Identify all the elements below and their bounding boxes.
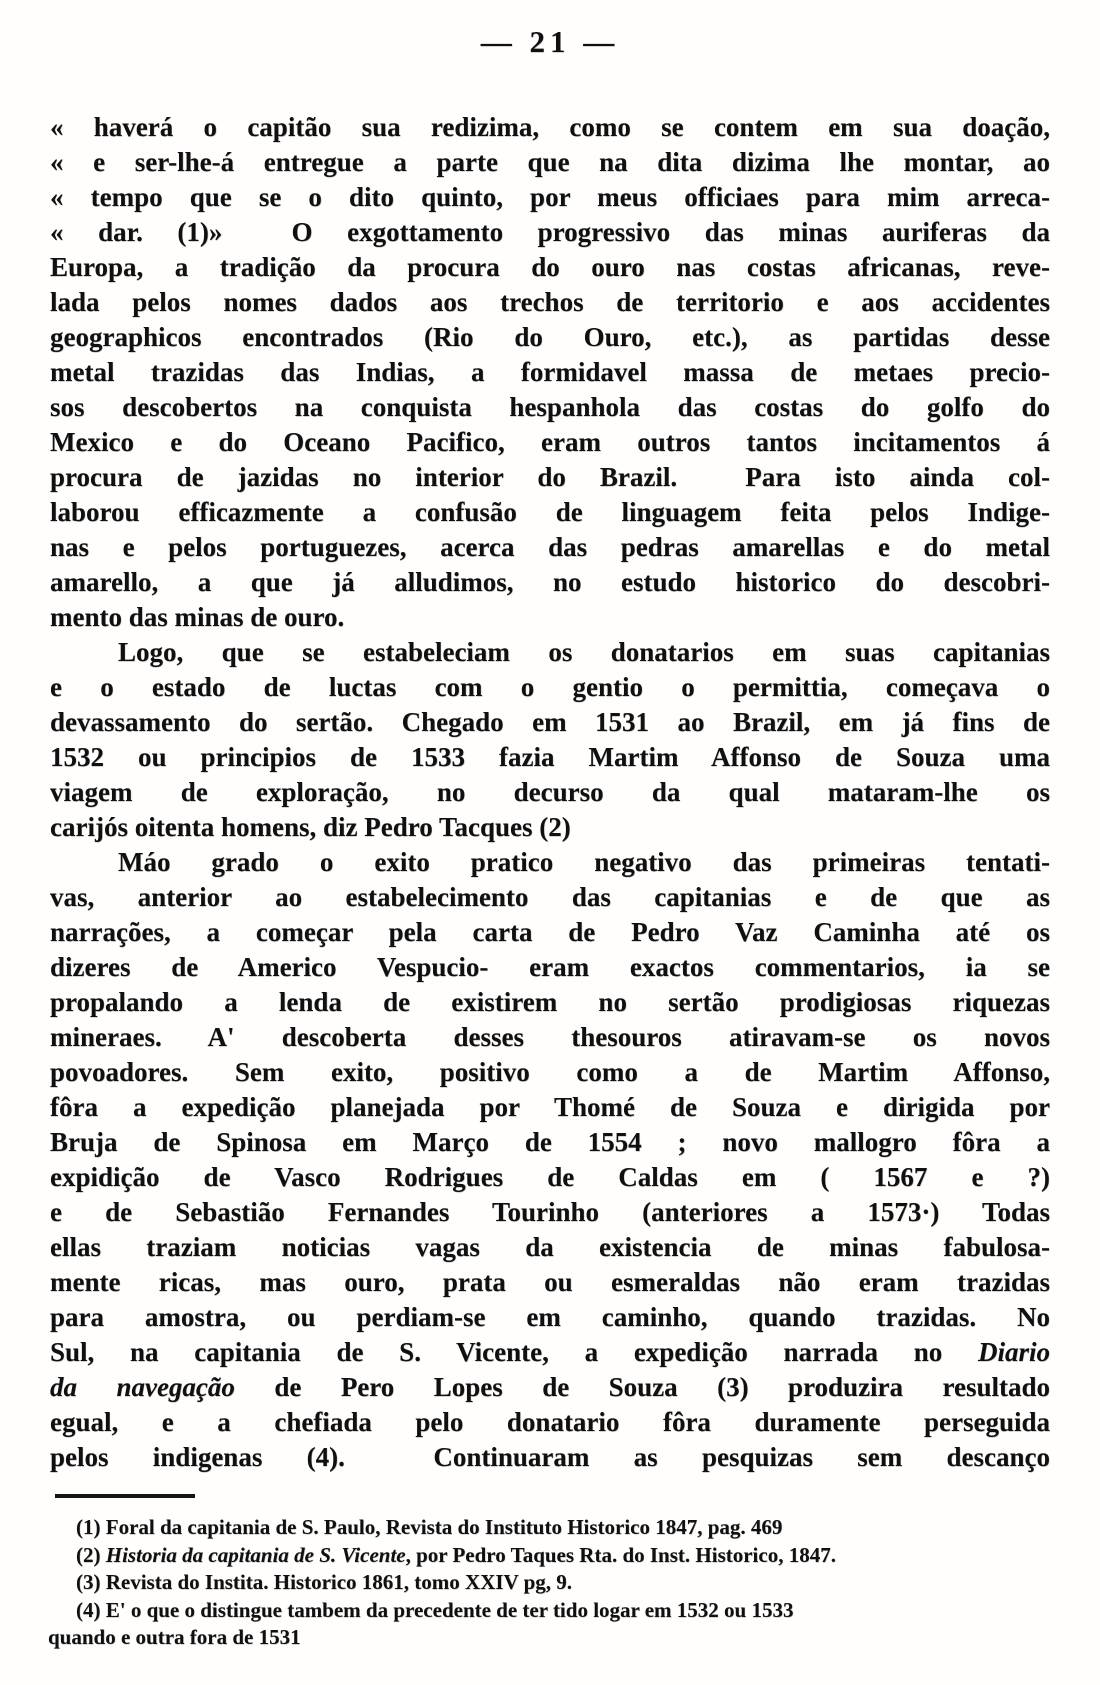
body-text-line xyxy=(50,1230,1050,1265)
text-segment: fôra a expedição planejada por Thomé de Souza e dirigida por xyxy=(50,1092,1050,1122)
body-text-line xyxy=(50,915,1050,950)
body-text-line xyxy=(50,565,1050,600)
body-text-line xyxy=(50,1370,1050,1405)
body-text-line xyxy=(50,1440,1050,1475)
body-text-line xyxy=(50,215,1050,250)
body-text-line xyxy=(50,670,1050,705)
text-segment: Bruja de Spinosa em Março de 1554 ; novo mallogro fôra a xyxy=(50,1127,1050,1157)
text-segment: expidição de Vasco Rodrigues de Caldas em ( 1567 e ?) xyxy=(50,1162,1050,1192)
text-segment: mineraes. A' descoberta desses thesouros atiravam-se os novos xyxy=(50,1022,1050,1052)
text-segment: vas, anterior ao estabelecimento das capitanias e de que as xyxy=(50,882,1050,912)
footnote-separator-rule xyxy=(55,1494,195,1498)
body-text-line xyxy=(50,110,1050,145)
body-text-line xyxy=(50,495,1050,530)
text-segment: mento das minas de ouro. xyxy=(50,602,345,632)
italic-text-segment: Diario xyxy=(977,1337,1050,1367)
body-text-line xyxy=(50,1020,1050,1055)
text-segment: para amostra, ou perdiam-se em caminho, quando trazidas. No xyxy=(50,1302,1050,1332)
body-text-line xyxy=(50,705,1050,740)
text-segment: ellas traziam noticias vagas da existencia de minas fabulosa- xyxy=(50,1232,1050,1262)
text-segment: « haverá o capitão sua redizima, como se contem em sua doação, xyxy=(50,112,1050,142)
text-segment: (2) xyxy=(76,1542,106,1567)
footnote-line xyxy=(48,1597,1056,1625)
body-text-line xyxy=(50,1195,1050,1230)
text-segment: de Pero Lopes de Souza (3) produzira resultado xyxy=(234,1372,1051,1402)
text-segment: (3) Revista do Instita. Historico 1861, tomo XXIV pg, 9. xyxy=(76,1570,573,1594)
text-segment: povoadores. Sem exito, positivo como a de Martim Affonso, xyxy=(50,1057,1050,1087)
body-text-line xyxy=(50,320,1050,355)
body-text-line xyxy=(50,1300,1050,1335)
body-text-line xyxy=(50,845,1050,880)
text-segment: narrações, a começar pela carta de Pedro Vaz Caminha até os xyxy=(50,917,1050,947)
body-text-line xyxy=(50,390,1050,425)
text-segment: laborou efficazmente a confusão de linguagem feita pelos Indige- xyxy=(50,497,1050,527)
body-text-block xyxy=(50,110,1050,1475)
text-segment: « tempo que se o dito quinto, por meus officiaes para mim arreca- xyxy=(50,182,1050,212)
text-segment: , por Pedro Taques Rta. do Inst. Historico, 1847. xyxy=(405,1542,836,1567)
text-segment: nas e pelos portuguezes, acerca das pedras amarellas e do metal xyxy=(50,532,1050,562)
italic-text-segment: Historia da capitania de S. Vicente xyxy=(105,1542,406,1567)
footnote-line xyxy=(48,1542,1056,1570)
body-text-line xyxy=(50,145,1050,180)
footnote-line xyxy=(48,1624,1056,1652)
text-segment: 1532 ou principios de 1533 fazia Martim Affonso de Souza uma xyxy=(50,742,1050,772)
text-segment: mente ricas, mas ouro, prata ou esmeraldas não eram trazidas xyxy=(50,1267,1050,1297)
body-text-line xyxy=(50,1405,1050,1440)
text-segment: propalando a lenda de existirem no sertão prodigiosas riquezas xyxy=(50,987,1050,1017)
body-text-line xyxy=(50,740,1050,775)
body-text-line xyxy=(50,1125,1050,1160)
text-segment: amarello, a que já alludimos, no estudo historico do descobri- xyxy=(50,567,1050,597)
text-segment: « dar. (1)» O exgottamento progressivo das minas auriferas da xyxy=(50,217,1050,247)
body-text-line xyxy=(50,460,1050,495)
body-text-line xyxy=(50,775,1050,810)
text-segment: Sul, na capitania de S. Vicente, a expedição narrada no xyxy=(50,1337,978,1367)
body-text-line xyxy=(50,1265,1050,1300)
italic-text-segment: da navegação xyxy=(50,1372,235,1402)
text-segment: e o estado de luctas com o gentio o permittia, começava o xyxy=(50,672,1050,702)
text-segment: devassamento do sertão. Chegado em 1531 ao Brazil, em já fins de xyxy=(50,707,1050,737)
body-text-line xyxy=(50,950,1050,985)
body-text-line xyxy=(50,425,1050,460)
body-text-line xyxy=(50,635,1050,670)
body-text-line xyxy=(50,180,1050,215)
body-text-line xyxy=(50,810,1050,845)
text-segment: Mexico e do Oceano Pacifico, eram outros tantos incitamentos á xyxy=(50,427,1050,457)
text-segment: lada pelos nomes dados aos trechos de territorio e aos accidentes xyxy=(50,287,1050,317)
text-segment: metal trazidas das Indias, a formidavel massa de metaes precio- xyxy=(50,357,1050,387)
text-segment: Logo, que se estabeleciam os donatarios em suas capitanias xyxy=(118,637,1050,667)
text-segment: e de Sebastião Fernandes Tourinho (anteriores a 1573·) Todas xyxy=(50,1197,1050,1227)
body-text-line xyxy=(50,530,1050,565)
text-segment: « e ser-lhe-á entregue a parte que na dita dizima lhe montar, ao xyxy=(50,147,1050,177)
text-segment: geographicos encontrados (Rio do Ouro, etc.), as partidas desse xyxy=(50,322,1050,352)
body-text-line xyxy=(50,1160,1050,1195)
text-segment: sos descobertos na conquista hespanhola das costas do golfo do xyxy=(50,392,1050,422)
body-text-line xyxy=(50,985,1050,1020)
body-text-line xyxy=(50,1055,1050,1090)
text-segment: viagem de exploração, no decurso da qual mataram-lhe os xyxy=(50,777,1050,807)
body-text-line xyxy=(50,285,1050,320)
body-text-line xyxy=(50,250,1050,285)
footnotes-block xyxy=(48,1514,1056,1652)
text-segment: dizeres de Americo Vespucio- eram exactos commentarios, ia se xyxy=(50,952,1050,982)
body-text-line xyxy=(50,1090,1050,1125)
body-text-line xyxy=(50,1335,1050,1370)
footnote-line xyxy=(48,1569,1056,1597)
text-segment: pelos indigenas (4). Continuaram as pesquizas sem descanço xyxy=(50,1442,1050,1472)
text-segment: (4) E' o que o distingue tambem da precedente de ter tido logar em 1532 ou 1533 xyxy=(76,1597,794,1622)
body-text-line xyxy=(50,600,1050,635)
body-text-line xyxy=(50,880,1050,915)
text-segment: egual, e a chefiada pelo donatario fôra duramente perseguida xyxy=(50,1407,1050,1437)
text-segment: Europa, a tradição da procura do ouro nas costas africanas, reve- xyxy=(50,252,1050,282)
text-segment: procura de jazidas no interior do Brazil. Para isto ainda col- xyxy=(50,462,1050,492)
text-segment: Máo grado o exito pratico negativo das primeiras tentati- xyxy=(118,847,1050,877)
body-text-line xyxy=(50,355,1050,390)
text-segment: carijós oitenta homens, diz Pedro Tacques (2) xyxy=(50,812,571,842)
footnote-line xyxy=(48,1514,1056,1542)
page-number: — 21 — xyxy=(480,24,620,59)
text-segment: quando e outra fora de 1531 xyxy=(48,1625,301,1649)
text-segment: (1) Foral da capitania de S. Paulo, Revista do Instituto Historico 1847, pag. 469 xyxy=(76,1515,783,1539)
